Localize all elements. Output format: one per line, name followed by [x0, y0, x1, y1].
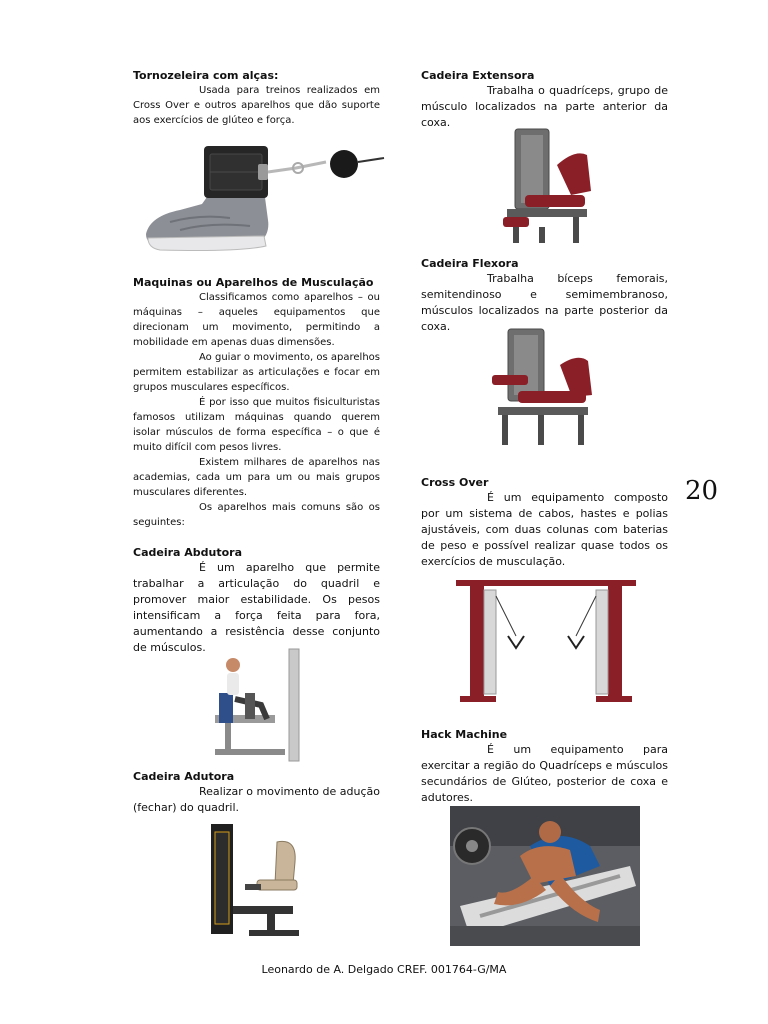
- flexora-section: [421, 256, 668, 335]
- extensora-text: Trabalha o quadríceps, grupo de músculo localizados na parte anterior da coxa.: [421, 84, 668, 129]
- maquinas-paragraph-5: Os aparelhos mais comuns são os seguintes:: [133, 502, 380, 528]
- flexora-image: [488, 325, 600, 449]
- adutora-image: [205, 818, 305, 940]
- maquinas-paragraph-1: Classificamos como aparelhos – ou máquinas – aqueles equipamentos que direcionam um movimento, permitindo a mobilidade em apenas duas dimensões.: [133, 292, 380, 348]
- crossover-image: [456, 576, 636, 706]
- maquinas-title: Maquinas ou Aparelhos de Musculação: [133, 276, 374, 289]
- adutora-text: Realizar o movimento de adução (fechar) do quadril.: [133, 785, 380, 814]
- adutora-title: Cadeira Adutora: [133, 770, 235, 783]
- tornozeleira-text: Usada para treinos realizados em Cross Over e outros aparelhos que dão suporte aos exercícios de glúteo e força.: [133, 85, 380, 126]
- crossover-section: [421, 475, 668, 570]
- extensora-image: [493, 125, 597, 247]
- footer-credit: Leonardo de A. Delgado CREF. 001764-G/MA: [261, 963, 507, 976]
- flexora-title: Cadeira Flexora: [421, 257, 519, 270]
- hack-title: Hack Machine: [421, 728, 508, 741]
- hack-text: É um equipamento para exercitar a região do Quadríceps e músculos secundários de Glúteo, posterior de coxa e adutores.: [421, 743, 668, 804]
- abdutora-section: [133, 545, 380, 656]
- maquinas-paragraph-2: Ao guiar o movimento, os aparelhos permitem estabilizar as articulações e focar em grupos musculares específicos.: [133, 352, 380, 393]
- maquinas-paragraph-3: É por isso que muitos fisiculturistas famosos utilizam máquinas quando querem isolar músculos de forma específica – o que é muito difícil com pesos livres.: [133, 397, 380, 453]
- extensora-title: Cadeira Extensora: [421, 69, 535, 82]
- maquinas-section: [133, 275, 380, 530]
- adutora-section: [133, 769, 380, 816]
- tornozeleira-title: Tornozeleira com alças:: [133, 69, 279, 82]
- maquinas-paragraph-4: Existem milhares de aparelhos nas academias, cada um para um ou mais grupos musculares diferentes.: [133, 457, 380, 498]
- ankle-strap-image: [140, 130, 388, 258]
- page-number: 20: [685, 476, 719, 506]
- abdutora-image: [205, 645, 305, 765]
- flexora-text: Trabalha bíceps femorais, semitendinoso e semimembranoso, músculos localizados na parte posterior da coxa.: [421, 272, 668, 333]
- left-column: [133, 68, 380, 128]
- crossover-text: É um equipamento composto por um sistema de cabos, hastes e polias ajustáveis, com duas colunas com baterias de peso e possível realizar quase todos os exercícios de musculação.: [421, 491, 668, 568]
- abdutora-title: Cadeira Abdutora: [133, 546, 243, 559]
- hack-section: [421, 727, 668, 806]
- extensora-section: [421, 68, 668, 131]
- abdutora-text: É um aparelho que permite trabalhar a articulação do quadril e promover maior estabilidade. Os pesos intensificam a força feita para fora, aumentando a resistência desse conjunto de músculos.: [133, 561, 380, 654]
- crossover-title: Cross Over: [421, 476, 489, 489]
- hack-machine-image: [450, 806, 640, 946]
